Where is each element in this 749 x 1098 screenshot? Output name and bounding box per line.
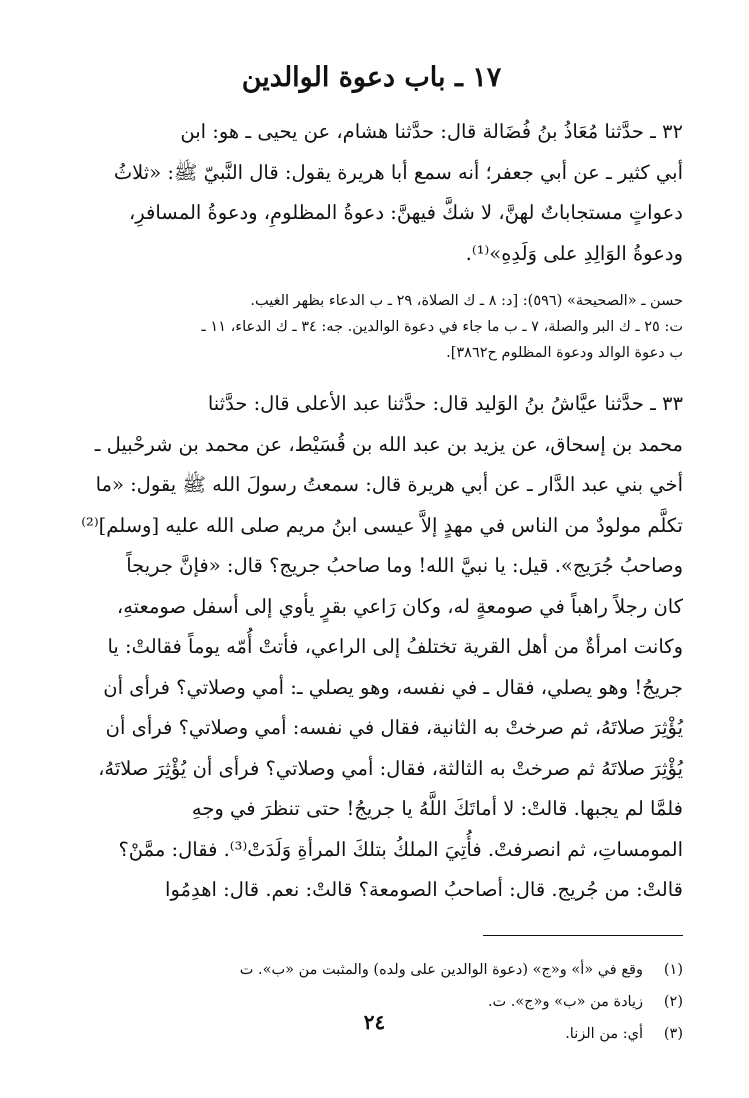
hadith-line: يُؤْثِرَ صلاتَهُ ثم صرختْ به الثالثة، فقال: أمي وصلاتي؟ فرأى أن يُؤْثِرَ صلاتَهُ،	[98, 756, 683, 780]
takhrij-line: ب دعوة الوالد ودعوة المظلوم ح٣٨٦٢].	[446, 345, 683, 361]
hadith-line: محمد بن إسحاق، عن يزيد بن عبد الله بن قُسَيْط، عن محمد بن شرحْبيل ـ	[94, 432, 683, 456]
takhrij-32	[60, 288, 683, 366]
footnote-text: أي: من الزنا.	[565, 1025, 643, 1042]
footnote-number: (٢)	[663, 993, 683, 1010]
hadith-line: فلمَّا لم يجبها. قالتْ: لا أماتَكَ اللَّهُ يا جريجُ! حتى تنظرَ في وجهِ	[191, 797, 683, 820]
hadith-line: دعواتٍ مستجاباتٌ لهنَّ، لا شكَّ فيهنَّ: دعوةُ المظلومِ، ودعوةُ المسافرِ،	[128, 201, 683, 224]
footnote-text: زيادة من «ب» و«ج». ت.	[487, 993, 643, 1010]
hadith-line: ٣٣ ـ حدَّثنا عيَّاشُ بنُ الوَليد قال: حدَّثنا عبد الأعلى قال: حدَّثنا	[207, 392, 683, 415]
hadith-line: كان رجلاً راهباً في صومعةٍ له، وكان رَاعي بقرٍ يأوي إلى أسفل صومعتهِ،	[116, 594, 683, 618]
footnote-item	[60, 954, 683, 986]
hadith-line: وكانت امرأةٌ من أهل القرية تختلفُ إلى الراعي، فأتتْ أُمّه يوماً فقالتْ: يا	[107, 635, 683, 658]
footnote-divider	[483, 935, 683, 936]
hadith-line: وصاحبُ جُرَيج». قيل: يا نبيَّ الله! وما صاحبُ جريج؟ قال: «فإنَّ جريجاً	[126, 554, 683, 577]
hadith-line: أخي بني عبد الدَّار ـ عن أبي هريرة قال: سمعتُ رسولَ الله ﷺ يقول: «ما	[95, 473, 683, 496]
hadith-line: ٣٢ ـ حدَّثنا مُعَاذُ بنُ فُضَالة قال: حدَّثنا هشام، عن يحيى ـ هو: ابن	[180, 120, 683, 143]
chapter-title: ١٧ ـ باب دعوة الوالدين	[241, 62, 502, 93]
hadith-line: جريجُ! وهو يصلي، فقال ـ في نفسه، وهو يصلي ـ: أمي وصلاتي؟ فرأى أن	[103, 675, 683, 699]
footnote-text: وقع في «أ» و«ج» (دعوة الوالدين على ولده) والمثبت من «ب». ت	[239, 961, 643, 978]
page-number: ٢٤	[363, 1010, 386, 1034]
hadith-32	[60, 112, 683, 274]
hadith-line: أبي كثير ـ عن أبي جعفر؛ أنه سمع أبا هريرة يقول: قال النَّبيّ ﷺ: «ثلاثُ	[113, 160, 683, 184]
takhrij-line: ت: ٢٥ ـ ك البر والصلة، ٧ ـ ب ما جاء في دعوة الوالدين. جه: ٣٤ ـ ك الدعاء، ١١ ـ	[201, 319, 683, 335]
hadith-line: تكلَّم مولودٌ من الناس في مهدٍ إلاَّ عيسى ابنُ مريم صلى الله عليه [وسلم]⁽²⁾	[81, 513, 683, 537]
hadith-line: يُؤْثِرَ صلاتَهُ، ثم صرختْ به الثانية، فقال في نفسه: أمي وصلاتي؟ فرأى أن	[105, 716, 683, 739]
takhrij-line: حسن ـ «الصحيحة» (٥٩٦): [د: ٨ ـ ك الصلاة، ٢٩ ـ ب الدعاء بظهر الغيب.	[250, 293, 683, 309]
footnote-number: (١)	[663, 961, 683, 978]
footnotes	[60, 954, 683, 1050]
hadith-33	[60, 384, 683, 911]
hadith-line: المومساتِ، ثم انصرفتْ. فأُتِيَ الملكُ بتلكَ المرأةِ وَلَدَتْ⁽³⁾. فقال: ممَّنْ؟	[118, 837, 683, 861]
footnote-number: (٣)	[663, 1025, 683, 1042]
hadith-line: قالتْ: من جُريج. قال: أصاحبُ الصومعة؟ قالتْ: نعم. قال: اهدِمُوا	[165, 878, 683, 901]
hadith-line: ودعوةُ الوَالِدِ على وَلَدِهِ»⁽¹⁾.	[465, 241, 683, 265]
